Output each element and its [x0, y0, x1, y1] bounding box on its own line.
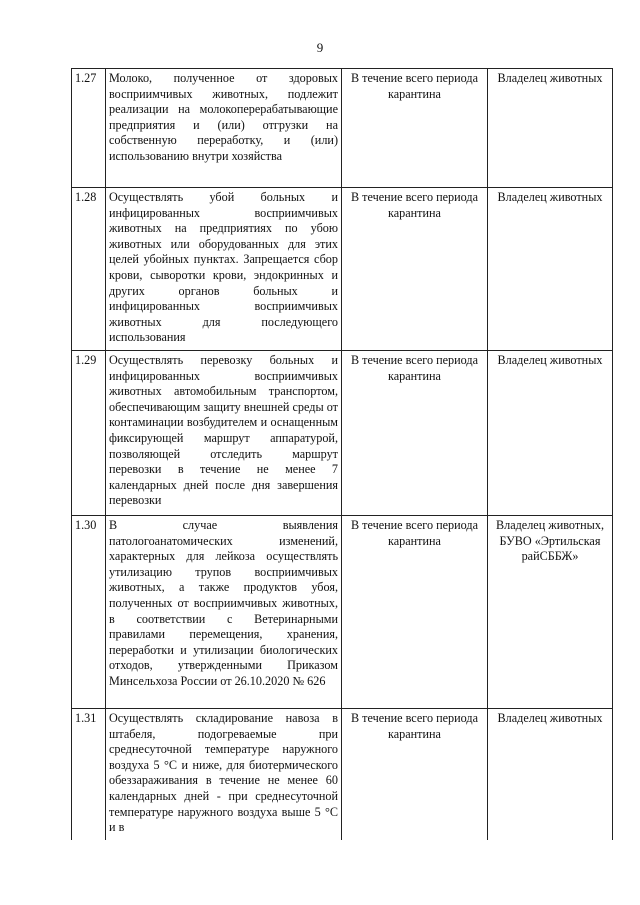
item-number: 1.27	[72, 69, 106, 188]
measure-text: Молоко, полученное от здоровых восприимчивых животных, подлежит реализации на молокоперерабатывающие предприятия и (или) отгрузки на собственную переработку, и (или) использованию внутри хозяйства	[106, 69, 342, 188]
term-text: В течение всего периода карантина	[342, 69, 488, 188]
item-number: 1.29	[72, 351, 106, 516]
measure-text: Осуществлять складирование навоза в штабеля, подогреваемые при среднесуточной температуре наружного воздуха 5 °С и ниже, для биотермического обеззараживания в течение не менее 60 календарных дней - при среднесуточной температуре наружного воздуха выше 5 °С и в	[106, 709, 342, 840]
item-number: 1.28	[72, 188, 106, 351]
responsible-text: Владелец животных	[488, 69, 613, 188]
responsible-text: Владелец животных, БУВО «Эртильская райСББЖ»	[488, 516, 613, 709]
table-row	[72, 516, 613, 709]
item-number: 1.31	[72, 709, 106, 840]
term-text: В течение всего периода карантина	[342, 188, 488, 351]
page-number: 9	[316, 40, 324, 55]
measure-text: Осуществлять убой больных и инфицированных восприимчивых животных на предприятиях по убою животных или оборудованных для этих целей убойных пунктах. Запрещается сбор крови, сыворотки крови, эндокринных и других органов больных и инфицированных восприимчивых животных для последующего использования	[106, 188, 342, 351]
responsible-text: Владелец животных	[488, 709, 613, 840]
term-text: В течение всего периода карантина	[342, 516, 488, 709]
table-row	[72, 188, 613, 351]
responsible-text: Владелец животных	[488, 188, 613, 351]
term-text: В течение всего периода карантина	[342, 709, 488, 840]
responsible-text: Владелец животных	[488, 351, 613, 516]
measure-text: В случае выявления патологоанатомических изменений, характерных для лейкоза осуществлять утилизацию трупов восприимчивых животных, а также продуктов убоя, полученных от восприимчивых животных, в соответствии с Ветеринарными правилами перемещения, хранения, переработки и утилизации биологических отходов, утвержденными Приказом Минсельхоза России от 26.10.2020 № 626	[106, 516, 342, 709]
measure-text: Осуществлять перевозку больных и инфицированных восприимчивых животных автомобильным транспортом, обеспечивающим защиту внешней среды от контаминации возбудителем и оснащенным фиксирующей маршрут аппаратурой, позволяющей отследить маршрут перевозки в течение не менее 7 календарных дней после дня завершения перевозки	[106, 351, 342, 516]
table-row	[72, 351, 613, 516]
measures-table	[71, 68, 613, 840]
table-row	[72, 69, 613, 188]
item-number: 1.30	[72, 516, 106, 709]
term-text: В течение всего периода карантина	[342, 351, 488, 516]
table-row	[72, 709, 613, 840]
